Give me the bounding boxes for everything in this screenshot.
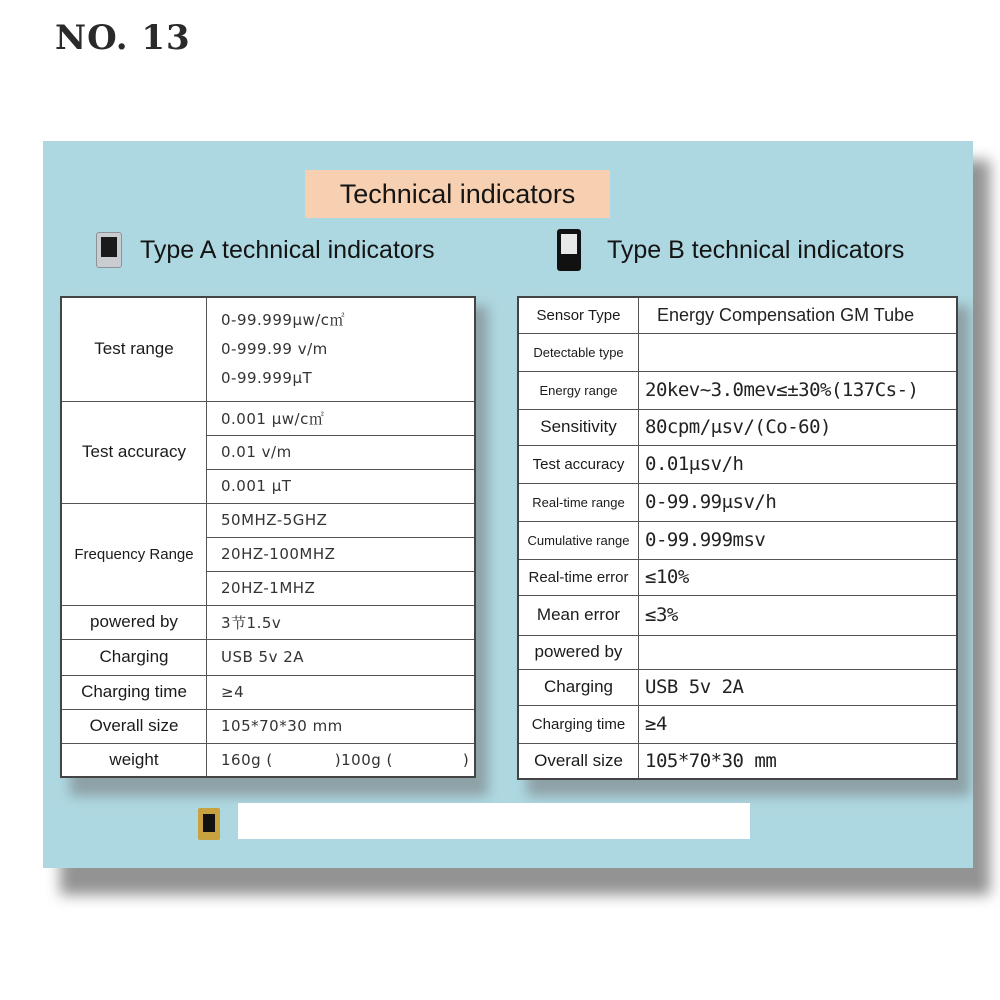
value-line: 0-99.999μw/c㎡ <box>221 310 346 329</box>
row-label: Energy range <box>518 371 639 409</box>
main-title: Technical indicators <box>305 170 610 218</box>
type-b-spec-table <box>517 296 958 780</box>
row-value: ≤3% <box>639 595 958 635</box>
row-value: ≤10% <box>639 559 958 595</box>
row-label: Sensor Type <box>518 297 639 333</box>
device-a-icon <box>96 232 122 268</box>
table-row <box>518 595 957 635</box>
table-row <box>61 401 475 435</box>
page-number: NO. 13 <box>55 18 191 58</box>
row-label: powered by <box>518 635 639 669</box>
row-value <box>207 743 476 777</box>
row-label: Frequency Range <box>61 503 207 605</box>
device-b-icon <box>557 229 581 271</box>
row-value: 0.001 μw/c㎡ <box>207 401 476 435</box>
weight-a: 160g ( <box>221 750 273 769</box>
table-row <box>518 559 957 595</box>
row-value: 0.01 v/m <box>207 435 476 469</box>
row-value: 20HZ-100MHZ <box>207 537 476 571</box>
table-row <box>518 483 957 521</box>
table-row <box>518 333 957 371</box>
value-line: 0-99.999μT <box>221 368 313 387</box>
row-label: Test accuracy <box>61 401 207 503</box>
row-label: Test range <box>61 297 207 401</box>
type-b-heading <box>557 228 904 272</box>
row-value: Energy Compensation GM Tube <box>639 297 958 333</box>
row-label: Mean error <box>518 595 639 635</box>
type-a-heading <box>96 228 435 272</box>
row-value: ≥4 <box>639 705 958 743</box>
row-value <box>207 297 476 401</box>
type-a-heading-text: Type A technical indicators <box>140 235 435 264</box>
row-value: 20HZ-1MHZ <box>207 571 476 605</box>
row-label: Test accuracy <box>518 445 639 483</box>
table-row <box>518 297 957 333</box>
row-label: Charging <box>61 639 207 675</box>
table-row <box>61 709 475 743</box>
row-value: 105*70*30 mm <box>207 709 476 743</box>
type-b-heading-text: Type B technical indicators <box>607 235 905 264</box>
row-label: Real-time error <box>518 559 639 595</box>
row-value: 20kev~3.0mev≤±30%(137Cs-) <box>639 371 958 409</box>
row-label: Real-time range <box>518 483 639 521</box>
row-label: Sensitivity <box>518 409 639 445</box>
row-value: 3节1.5v <box>207 605 476 639</box>
weight-c: ) <box>462 750 470 769</box>
table-row <box>61 675 475 709</box>
table-row <box>518 409 957 445</box>
table-row <box>61 605 475 639</box>
row-label: powered by <box>61 605 207 639</box>
table-row <box>518 521 957 559</box>
row-value <box>639 635 958 669</box>
row-label: Cumulative range <box>518 521 639 559</box>
table-row <box>518 445 957 483</box>
row-label: Overall size <box>518 743 639 779</box>
row-label: Overall size <box>61 709 207 743</box>
table-row <box>518 743 957 779</box>
row-label: Charging time <box>61 675 207 709</box>
table-row <box>518 705 957 743</box>
table-row <box>61 297 475 401</box>
row-value: 50MHZ-5GHZ <box>207 503 476 537</box>
row-value: 0.01μsv/h <box>639 445 958 483</box>
small-device-icon <box>198 808 220 840</box>
weight-b: )100g ( <box>334 750 393 769</box>
row-value: 0.001 μT <box>207 469 476 503</box>
row-value: USB 5v 2A <box>207 639 476 675</box>
table-row <box>518 635 957 669</box>
row-value: 105*70*30 mm <box>639 743 958 779</box>
table-row <box>61 503 475 537</box>
row-label: Charging time <box>518 705 639 743</box>
row-label: Charging <box>518 669 639 705</box>
table-row <box>61 639 475 675</box>
row-value: USB 5v 2A <box>639 669 958 705</box>
table-row <box>61 743 475 777</box>
type-a-spec-table <box>60 296 476 778</box>
row-value: 0-99.999msv <box>639 521 958 559</box>
value-line: 0-999.99 v/m <box>221 339 328 358</box>
blank-strip <box>238 803 750 839</box>
table-row <box>518 669 957 705</box>
row-value <box>639 333 958 371</box>
row-value: 0-99.99μsv/h <box>639 483 958 521</box>
row-value: 80cpm/μsv/(Co-60) <box>639 409 958 445</box>
row-value: ≥4 <box>207 675 476 709</box>
row-label: Detectable type <box>518 333 639 371</box>
row-label: weight <box>61 743 207 777</box>
table-row <box>518 371 957 409</box>
